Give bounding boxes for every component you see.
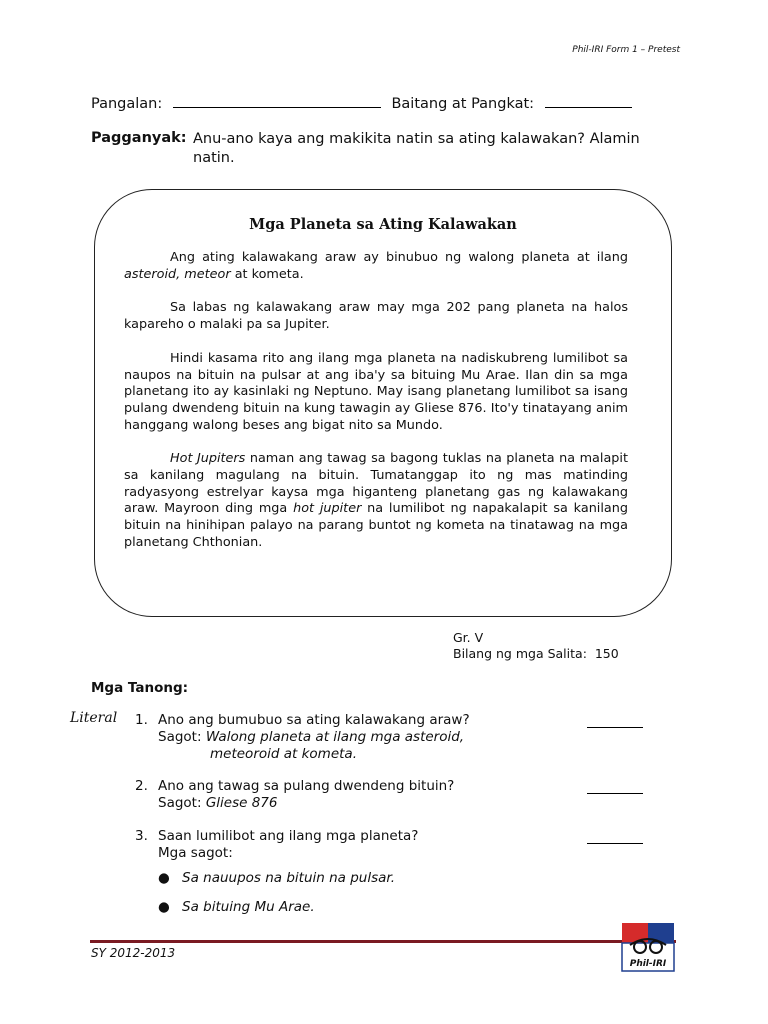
grade-blank[interactable] [545,94,632,108]
question-category: Literal [70,710,118,726]
answer-bullet-1: ● Sa nauupos na bituin na pulsar. [158,870,396,886]
story-paragraph-3: Hindi kasama rito ang ilang mga planeta na nadiskubreng lumilibot sa naupos na bituin na pulsar at ang iba'y sa bituing Mu Arae. Ilan din sa mga planetang ito ay kasinlaki ng Neptuno. May isang planetang lumilibot sa isang pulang dwendeng bituin na kung tawagin ay Gliese 876. Ito'y tinatayang anim hanggang walong beses ang bigat nito sa Mundo. [124,350,628,433]
story-paragraph-4: Hot Jupiters naman ang tawag sa bagong tuklas na planeta na malapit sa kanilang magulang na bituin. Tumatanggap ito ng mas matinding radyasyong estrelyar kaysa mga higanteng planetang gas ng kalawakang araw. Mayroon ding mga hot jupiter na lumilibot ng napakalapit sa kanilang bituin na hinihipan palayo na parang buntot ng kometa na tinatawag na mga planetang Chthonian. [124,451,628,550]
logo-text: Phil-IRI [629,959,667,969]
motivation-text: Anu-ano kaya ang makikita natin sa ating kalawakan? Alamin natin. [193,131,640,166]
name-label: Pangalan: [91,96,163,112]
motivation [91,130,671,168]
question-1: 1. Ano ang bumubuo sa ating kalawakang araw? Sagot: Walong planeta at ilang mga asteroid, meteoroid at kometa. [135,712,595,763]
story-paragraph-2: Sa labas ng kalawakang araw may mga 202 pang planeta na halos kapareho o malaki pa sa Jupiter. [124,300,628,333]
story-paragraph-1: Ang ating kalawakang araw ay binubuo ng walong planeta at ilang asteroid, meteor at kometa. [124,250,628,282]
question-3: 3. Saan lumilibot ang ilang mga planeta? Mga sagot: [135,828,595,862]
story-title: Mga Planeta sa Ating Kalawakan [249,216,517,233]
name-blank[interactable] [173,94,381,108]
question-3-text: Saan lumilibot ang ilang mga planeta? [158,828,419,844]
grade-label: Baitang at Pangkat: [391,96,535,112]
answer-bullet-2: ● Sa bituing Mu Arae. [158,899,315,915]
question-1-text: Ano ang bumubuo sa ating kalawakang araw? [158,712,470,728]
motivation-label: Pagganyak: [91,130,187,146]
question-2: 2. Ano ang tawag sa pulang dwendeng bituin? Sagot: Gliese 876 [135,778,595,812]
student-info-line [91,94,632,112]
word-count: Bilang ng mga Salita: 150 [453,646,619,661]
score-blank-1[interactable] [587,727,643,728]
question-1-answer: Sagot: Walong planeta at ilang mga asteroid, [158,729,465,745]
questions-heading: Mga Tanong: [91,680,189,696]
question-2-text: Ano ang tawag sa pulang dwendeng bituin? [158,778,455,794]
story-meta [453,630,619,662]
score-blank-3[interactable] [587,843,643,844]
phil-iri-logo [620,921,676,973]
footer-rule [90,940,676,943]
story-body [124,250,628,569]
score-blank-2[interactable] [587,793,643,794]
question-2-answer: Sagot: Gliese 876 [158,795,278,811]
school-year: SY 2012-2013 [91,946,176,960]
grade-level: Gr. V [453,630,484,645]
form-label: Phil-IRI Form 1 – Pretest [572,45,680,55]
question-3-answer-label: Mga sagot: [158,845,233,861]
